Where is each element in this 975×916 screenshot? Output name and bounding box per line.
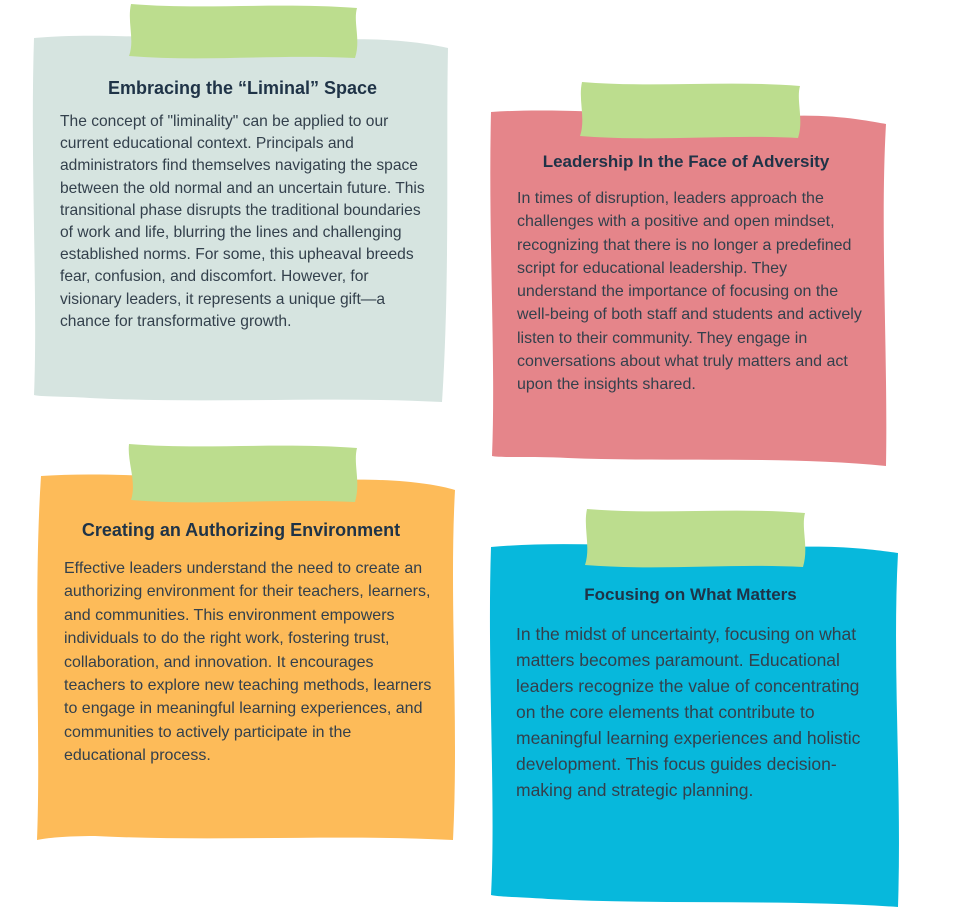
note-title: Focusing on What Matters [584,585,797,604]
tape-strip [125,440,365,506]
note-embracing-liminal-space [30,0,455,410]
note-body: The concept of "liminality" can be applied to our current educational context. Principals and administrators find themselves navigating the space between the old normal and an uncertain future. This transitional phase disrupts the traditional boundaries of work and life, blurring the lines and challenging established norms. For some, this upheaval breeds fear, confusion, and discomfort. However, for visionary leaders, it represents a unique gift—a chance for transformative growth. [60,113,425,330]
tape-strip [576,78,806,142]
note-body: In the midst of uncertainty, focusing on what matters becomes paramount. Educational leaders recognize the value of concentrating on the core elements that contribute to meaningful learning experiences and holistic development. This focus guides decision-making and strategic planning. [516,624,861,800]
note-body: Effective leaders understand the need to create an authorizing environment for their teachers, learners, and communities. This environment empowers individuals to do the right work, fostering trust, collaboration, and innovation. It encourages teachers to explore new teaching methods, learners to engage in meaningful learning experiences, and communities to actively participate in the educational process. [64,560,432,765]
note-title: Creating an Authorizing Environment [81,520,401,540]
note-title: Embracing the “Liminal” Space [107,78,378,98]
note-body: In times of disruption, leaders approach the challenges with a positive and open mindset, recognizing that there is no longer a predefined script for educational leadership. They understand the importance of focusing on the well-being of both staff and students and actively listen to their community. They engage in conversations about what truly matters and act upon the insights shared. [517,190,862,394]
note-title: Leadership In the Face of Adversity [542,152,830,171]
note-authorizing-environment [35,440,460,850]
tape-strip [125,0,365,62]
note-focusing-what-matters [488,505,903,913]
tape-strip [581,505,811,571]
note-leadership-adversity [488,78,893,470]
